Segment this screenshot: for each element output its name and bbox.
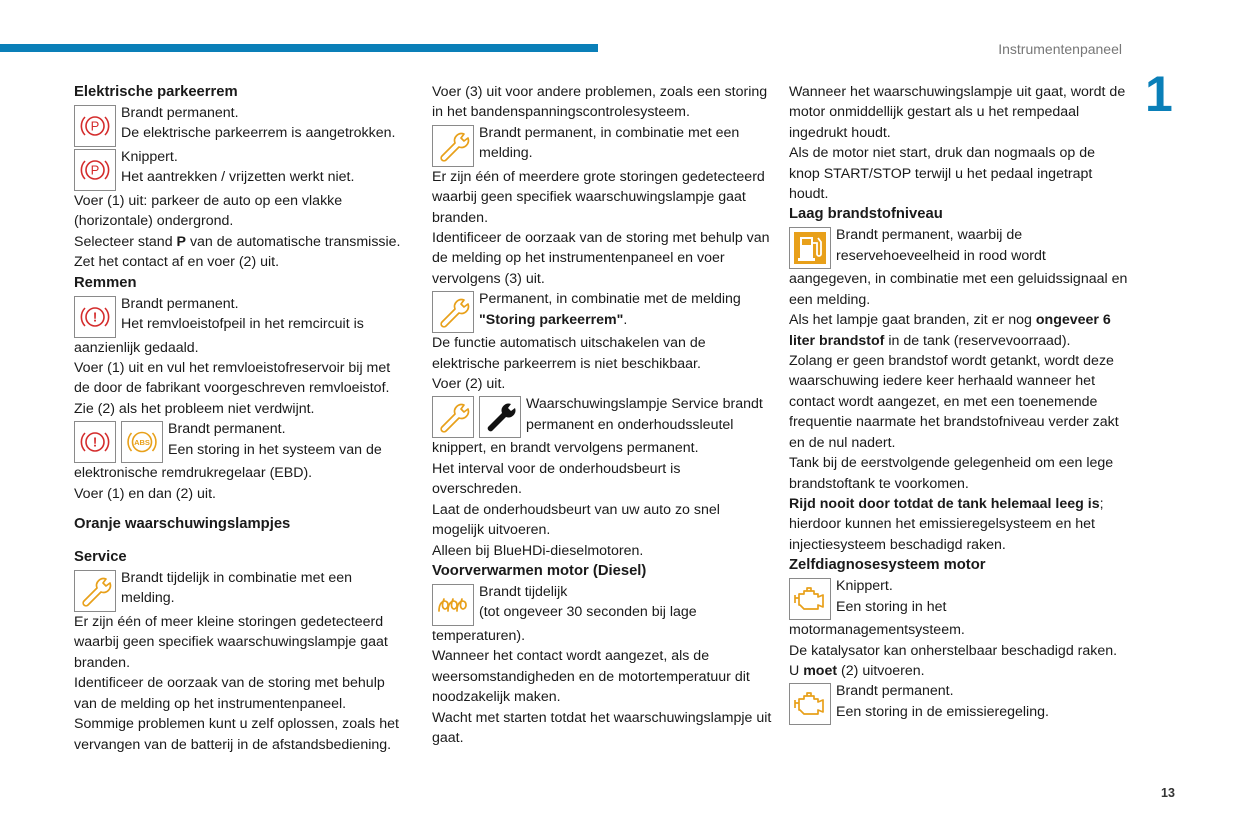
paragraph: Wanneer het waarschuwingslampje uit gaat, wordt de motor onmiddellijk gestart als u het rempedaal ingedrukt houdt. bbox=[789, 84, 1126, 141]
text: Brandt permanent. bbox=[121, 105, 239, 121]
paragraph: Identificeer de oorzaak van de storing met behulp van de melding op het instrumentenpaneel en voer vervolgens (3) uit. bbox=[432, 230, 770, 287]
paragraph: Laat de onderhoudsbeurt van uw auto zo snel mogelijk uitvoeren. bbox=[432, 501, 720, 539]
paragraph: Selecteer stand P van de automatische transmissie. bbox=[74, 233, 401, 250]
heading-low-fuel: Laag brandstofniveau bbox=[789, 206, 943, 223]
svg-text:ABS: ABS bbox=[134, 438, 150, 448]
paragraph: Als het lampje gaat branden, zit er nog ongeveer 6 liter brandstof in de tank (reservevoorraad). bbox=[789, 312, 1111, 349]
text: motormanagementsysteem. bbox=[789, 622, 965, 639]
column-1 bbox=[74, 82, 409, 755]
section-title: Instrumentenpaneel bbox=[998, 41, 1122, 57]
chapter-number: 1 bbox=[1145, 66, 1173, 122]
paragraph: Het interval voor de onderhoudsbeurt is overschreden. bbox=[432, 460, 681, 498]
text: reservehoeveelheid in rood wordt bbox=[836, 247, 1046, 264]
text: Brandt permanent. bbox=[836, 683, 954, 700]
text: Brandt permanent. bbox=[121, 295, 239, 312]
text: Brandt permanent, in combinatie met een bbox=[479, 124, 740, 141]
engine-diagnosis-symbol-row-2 bbox=[789, 681, 1129, 725]
paragraph: Tank bij de eerstvolgende gelegenheid om een lege brandstoftank te voorkomen. bbox=[789, 455, 1114, 492]
text: melding. bbox=[121, 590, 175, 607]
wrench-service-icon bbox=[432, 291, 474, 333]
text: "Storing parkeerrem". bbox=[479, 311, 628, 328]
preheating-symbol-row bbox=[432, 582, 772, 626]
abs-warning-icon bbox=[121, 421, 163, 463]
text: aanzienlijk gedaald. bbox=[74, 339, 199, 356]
heading-service: Service bbox=[74, 549, 127, 566]
paragraph: Voer (1) uit en vul het remvloeistofreservoir bij met de door de fabrikant voorgeschreven remvloeistof. bbox=[74, 360, 391, 397]
paragraph: De katalysator kan onherstelbaar beschadigd raken. bbox=[789, 642, 1118, 659]
text: Brandt tijdelijk bbox=[479, 583, 568, 600]
paragraph: Voer (2) uit. bbox=[432, 376, 506, 393]
text: aangegeven, in combinatie met een geluidssignaal en een melding. bbox=[789, 271, 1128, 308]
text: Het aantrekken / vrijzetten werkt niet. bbox=[121, 169, 355, 186]
low-fuel-symbol-row bbox=[789, 225, 1129, 269]
brake-warning-icon bbox=[74, 296, 116, 338]
text: Brandt permanent, waarbij de bbox=[836, 227, 1023, 244]
text: temperaturen). bbox=[432, 627, 526, 644]
maintenance-key-icon bbox=[479, 396, 521, 438]
paragraph: Zet het contact af en voer (2) uit. bbox=[74, 254, 280, 271]
engine-diagnosis-symbol-row-1 bbox=[789, 576, 1129, 620]
wrench-service-icon bbox=[432, 396, 474, 438]
text: knippert, en brandt vervolgens permanent. bbox=[432, 440, 699, 457]
text: Knippert. bbox=[121, 149, 178, 165]
paragraph: Zie (2) als het probleem niet verdwijnt. bbox=[74, 400, 315, 417]
paragraph: Er zijn één of meer kleine storingen gedetecteerd waarbij geen specifiek waarschuwingslampje gaat branden. bbox=[74, 614, 388, 671]
text: melding. bbox=[479, 145, 533, 162]
paragraph: Voer (1) uit: parkeer de auto op een vlakke (horizontale) ondergrond. bbox=[74, 193, 343, 230]
paragraph: Identificeer de oorzaak van de storing met behulp van de melding op het instrumentenpaneel. bbox=[74, 675, 385, 712]
paragraph: Alleen bij BlueHDi-dieselmotoren. bbox=[432, 542, 644, 559]
text: Een storing in de emissieregeling. bbox=[836, 703, 1049, 720]
fuel-pump-icon bbox=[789, 227, 831, 269]
brake-warning-symbol-row bbox=[74, 294, 409, 338]
paragraph: U moet (2) uitvoeren. bbox=[789, 662, 925, 679]
text: (tot ongeveer 30 seconden bij lage bbox=[479, 604, 697, 621]
paragraph: Er zijn één of meerdere grote storingen gedetecteerd waarbij geen specifiek waarschuwingslampje gaat branden. bbox=[432, 168, 765, 226]
brake-warning-icon bbox=[74, 421, 116, 463]
service-symbol-row-major bbox=[432, 123, 772, 167]
paragraph: Voer (1) en dan (2) uit. bbox=[74, 485, 216, 502]
text: Knippert. bbox=[836, 578, 893, 595]
paragraph: Zolang er geen brandstof wordt getankt, wordt deze waarschuwing iedere keer herhaald wanneer het contact wordt aangezet, en met een toenemende frequentie naarmate het brandstofniveau verder zakt en de nul nadert. bbox=[789, 353, 1119, 451]
page-number: 13 bbox=[1161, 786, 1175, 800]
text: elektronische remdrukregelaar (EBD). bbox=[74, 465, 313, 482]
paragraph: Wacht met starten totdat het waarschuwingslampje uit gaat. bbox=[432, 709, 772, 746]
engine-check-icon bbox=[789, 683, 831, 725]
text: permanent en onderhoudssleutel bbox=[526, 416, 734, 433]
paragraph: Wanneer het contact wordt aangezet, als de weersomstandigheden en de motortemperatuur dit noodzakelijk maken. bbox=[432, 648, 750, 706]
svg-text:!: ! bbox=[92, 309, 98, 325]
parking-brake-symbol-row-2 bbox=[74, 147, 409, 191]
ebd-symbol-row bbox=[74, 419, 409, 463]
heading-brakes: Remmen bbox=[74, 274, 137, 291]
column-2 bbox=[432, 82, 772, 748]
text: Brandt permanent. bbox=[168, 421, 286, 438]
svg-text:!: ! bbox=[92, 434, 98, 450]
wrench-service-icon bbox=[74, 570, 116, 612]
paragraph: Voer (3) uit voor andere problemen, zoals een storing in het bandenspanningscontrolesysteem. bbox=[432, 84, 768, 121]
wrench-service-icon bbox=[432, 125, 474, 167]
text: Permanent, in combinatie met de melding bbox=[479, 291, 741, 308]
engine-check-icon bbox=[789, 578, 831, 620]
paragraph: Als de motor niet start, druk dan nogmaals op de knop START/STOP terwijl u het pedaal ingetrapt houdt. bbox=[789, 145, 1095, 203]
parking-brake-icon bbox=[74, 105, 116, 147]
text: Waarschuwingslampje Service brandt bbox=[526, 396, 763, 413]
text: Een storing in het systeem van de bbox=[168, 441, 382, 458]
text: Een storing in het bbox=[836, 598, 947, 615]
parking-brake-icon bbox=[74, 149, 116, 191]
paragraph: Rijd nooit door totdat de tank helemaal leeg is; hierdoor kunnen het emissieregelsysteem en het injectiesysteem beschadigd raken. bbox=[789, 495, 1104, 553]
parking-brake-symbol-row-1 bbox=[74, 103, 409, 147]
parking-brake-fault-symbol-row bbox=[432, 289, 772, 333]
heading-orange-lamps: Oranje waarschuwingslampjes bbox=[74, 516, 291, 533]
heading-parking-brake: Elektrische parkeerrem bbox=[74, 84, 238, 100]
header-accent-bar bbox=[0, 44, 598, 52]
text: Brandt tijdelijk in combinatie met een bbox=[121, 570, 353, 587]
glow-plug-icon bbox=[432, 584, 474, 626]
svg-text:P: P bbox=[90, 118, 100, 134]
paragraph: De functie automatisch uitschakelen van de elektrische parkeerrem is niet beschikbaar. bbox=[432, 335, 706, 372]
text: Het remvloeistofpeil in het remcircuit is bbox=[121, 316, 364, 333]
service-symbol-row bbox=[74, 568, 409, 612]
text: De elektrische parkeerrem is aangetrokken. bbox=[121, 125, 396, 142]
column-3 bbox=[789, 82, 1129, 725]
svg-text:P: P bbox=[90, 162, 100, 178]
maintenance-symbol-row bbox=[432, 394, 772, 438]
heading-self-diagnosis: Zelfdiagnosesysteem motor bbox=[789, 557, 986, 574]
heading-preheating: Voorverwarmen motor (Diesel) bbox=[432, 562, 647, 579]
paragraph: Sommige problemen kunt u zelf oplossen, zoals het vervangen van de batterij in de afstandsbediening. bbox=[74, 716, 399, 753]
